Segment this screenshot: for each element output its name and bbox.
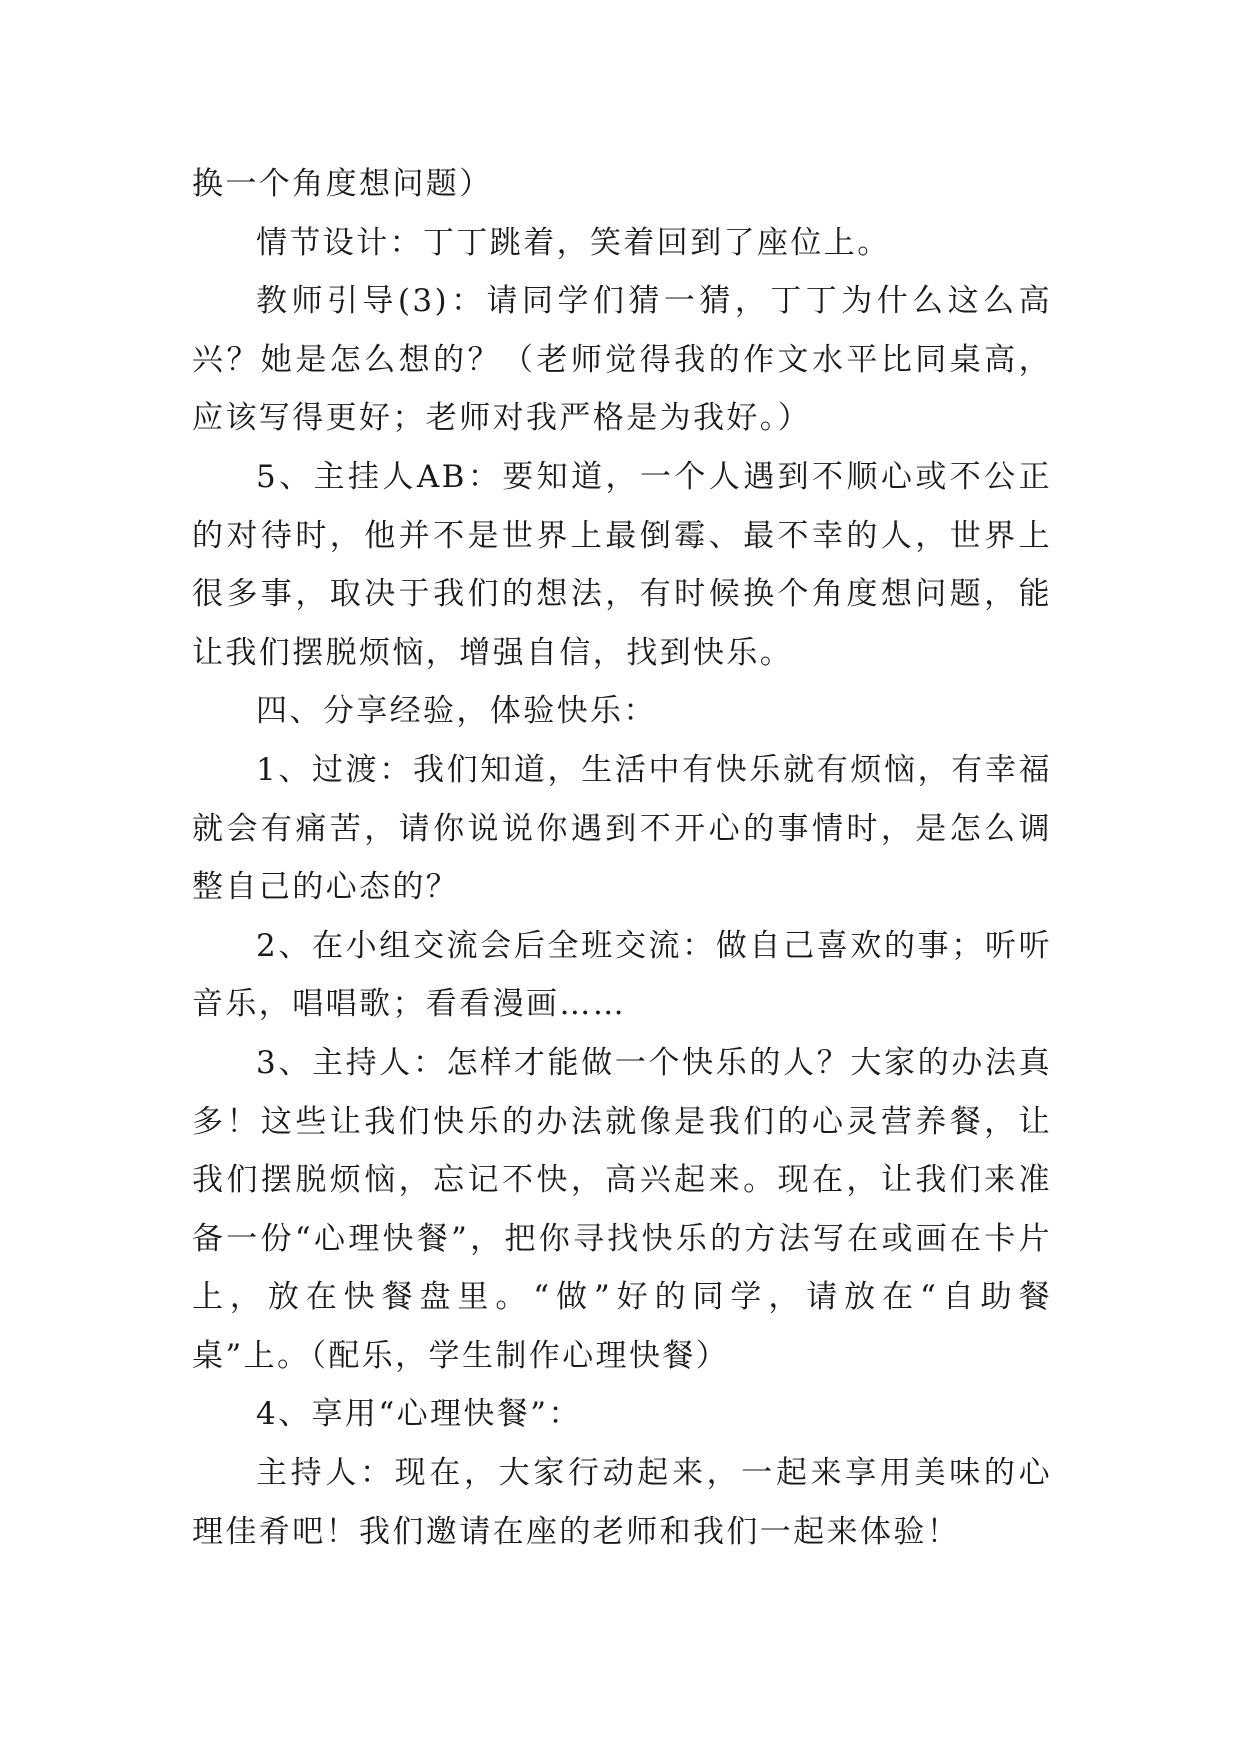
section-heading-share-experience: 四、分享经验，体验快乐：: [256, 693, 657, 730]
paragraph-plot-design: 情节设计：丁丁跳着，笑着回到了座位上。: [256, 224, 891, 261]
paragraph-host-ab: 5、主挂人AB：要知道，一个人遇到不顺心或不公正的对待时，他并不是世界上最倒霉、最不幸的人，世界上很多事，取决于我们的想法，有时候换个角度想问题，能让我们摆脱烦恼，增强自信，找到快乐。: [192, 458, 1052, 671]
paragraph-teacher-guide: 教师引导(3)：请同学们猜一猜，丁丁为什么这么高兴？她是怎么想的？（老师觉得我的作文水平比同桌高，应该写得更好；老师对我严格是为我好。）: [192, 283, 1052, 437]
body-text: [192, 155, 1052, 1561]
paragraph-continuation: 换一个角度想问题）: [192, 166, 493, 202]
paragraph-enjoy-meal: 4、享用“心理快餐”：: [256, 1396, 582, 1433]
paragraph-host-invite: 主持人：现在，大家行动起来，一起来享用美味的心理佳肴吧！我们邀请在座的老师和我们一起来体验！: [192, 1455, 1052, 1550]
paragraph-host-happy: 3、主持人：怎样才能做一个快乐的人？大家的办法真多！这些让我们快乐的办法就像是我们的心灵营养餐，让我们摆脱烦恼，忘记不快，高兴起来。现在，让我们来准备一份“心理快餐”，把你寻找快乐的方法写在或画在卡片上，放在快餐盘里。“做”好的同学，请放在“自助餐桌”上。（配乐，学生制作心理快餐）: [192, 1044, 1052, 1374]
paragraph-transition: 1、过渡：我们知道，生活中有快乐就有烦恼，有幸福就会有痛苦，请你说说你遇到不开心的事情时，是怎么调整自己的心态的？: [192, 751, 1052, 906]
paragraph-group-exchange: 2、在小组交流会后全班交流：做自己喜欢的事；听听音乐，唱唱歌；看看漫画……: [192, 927, 1052, 1023]
